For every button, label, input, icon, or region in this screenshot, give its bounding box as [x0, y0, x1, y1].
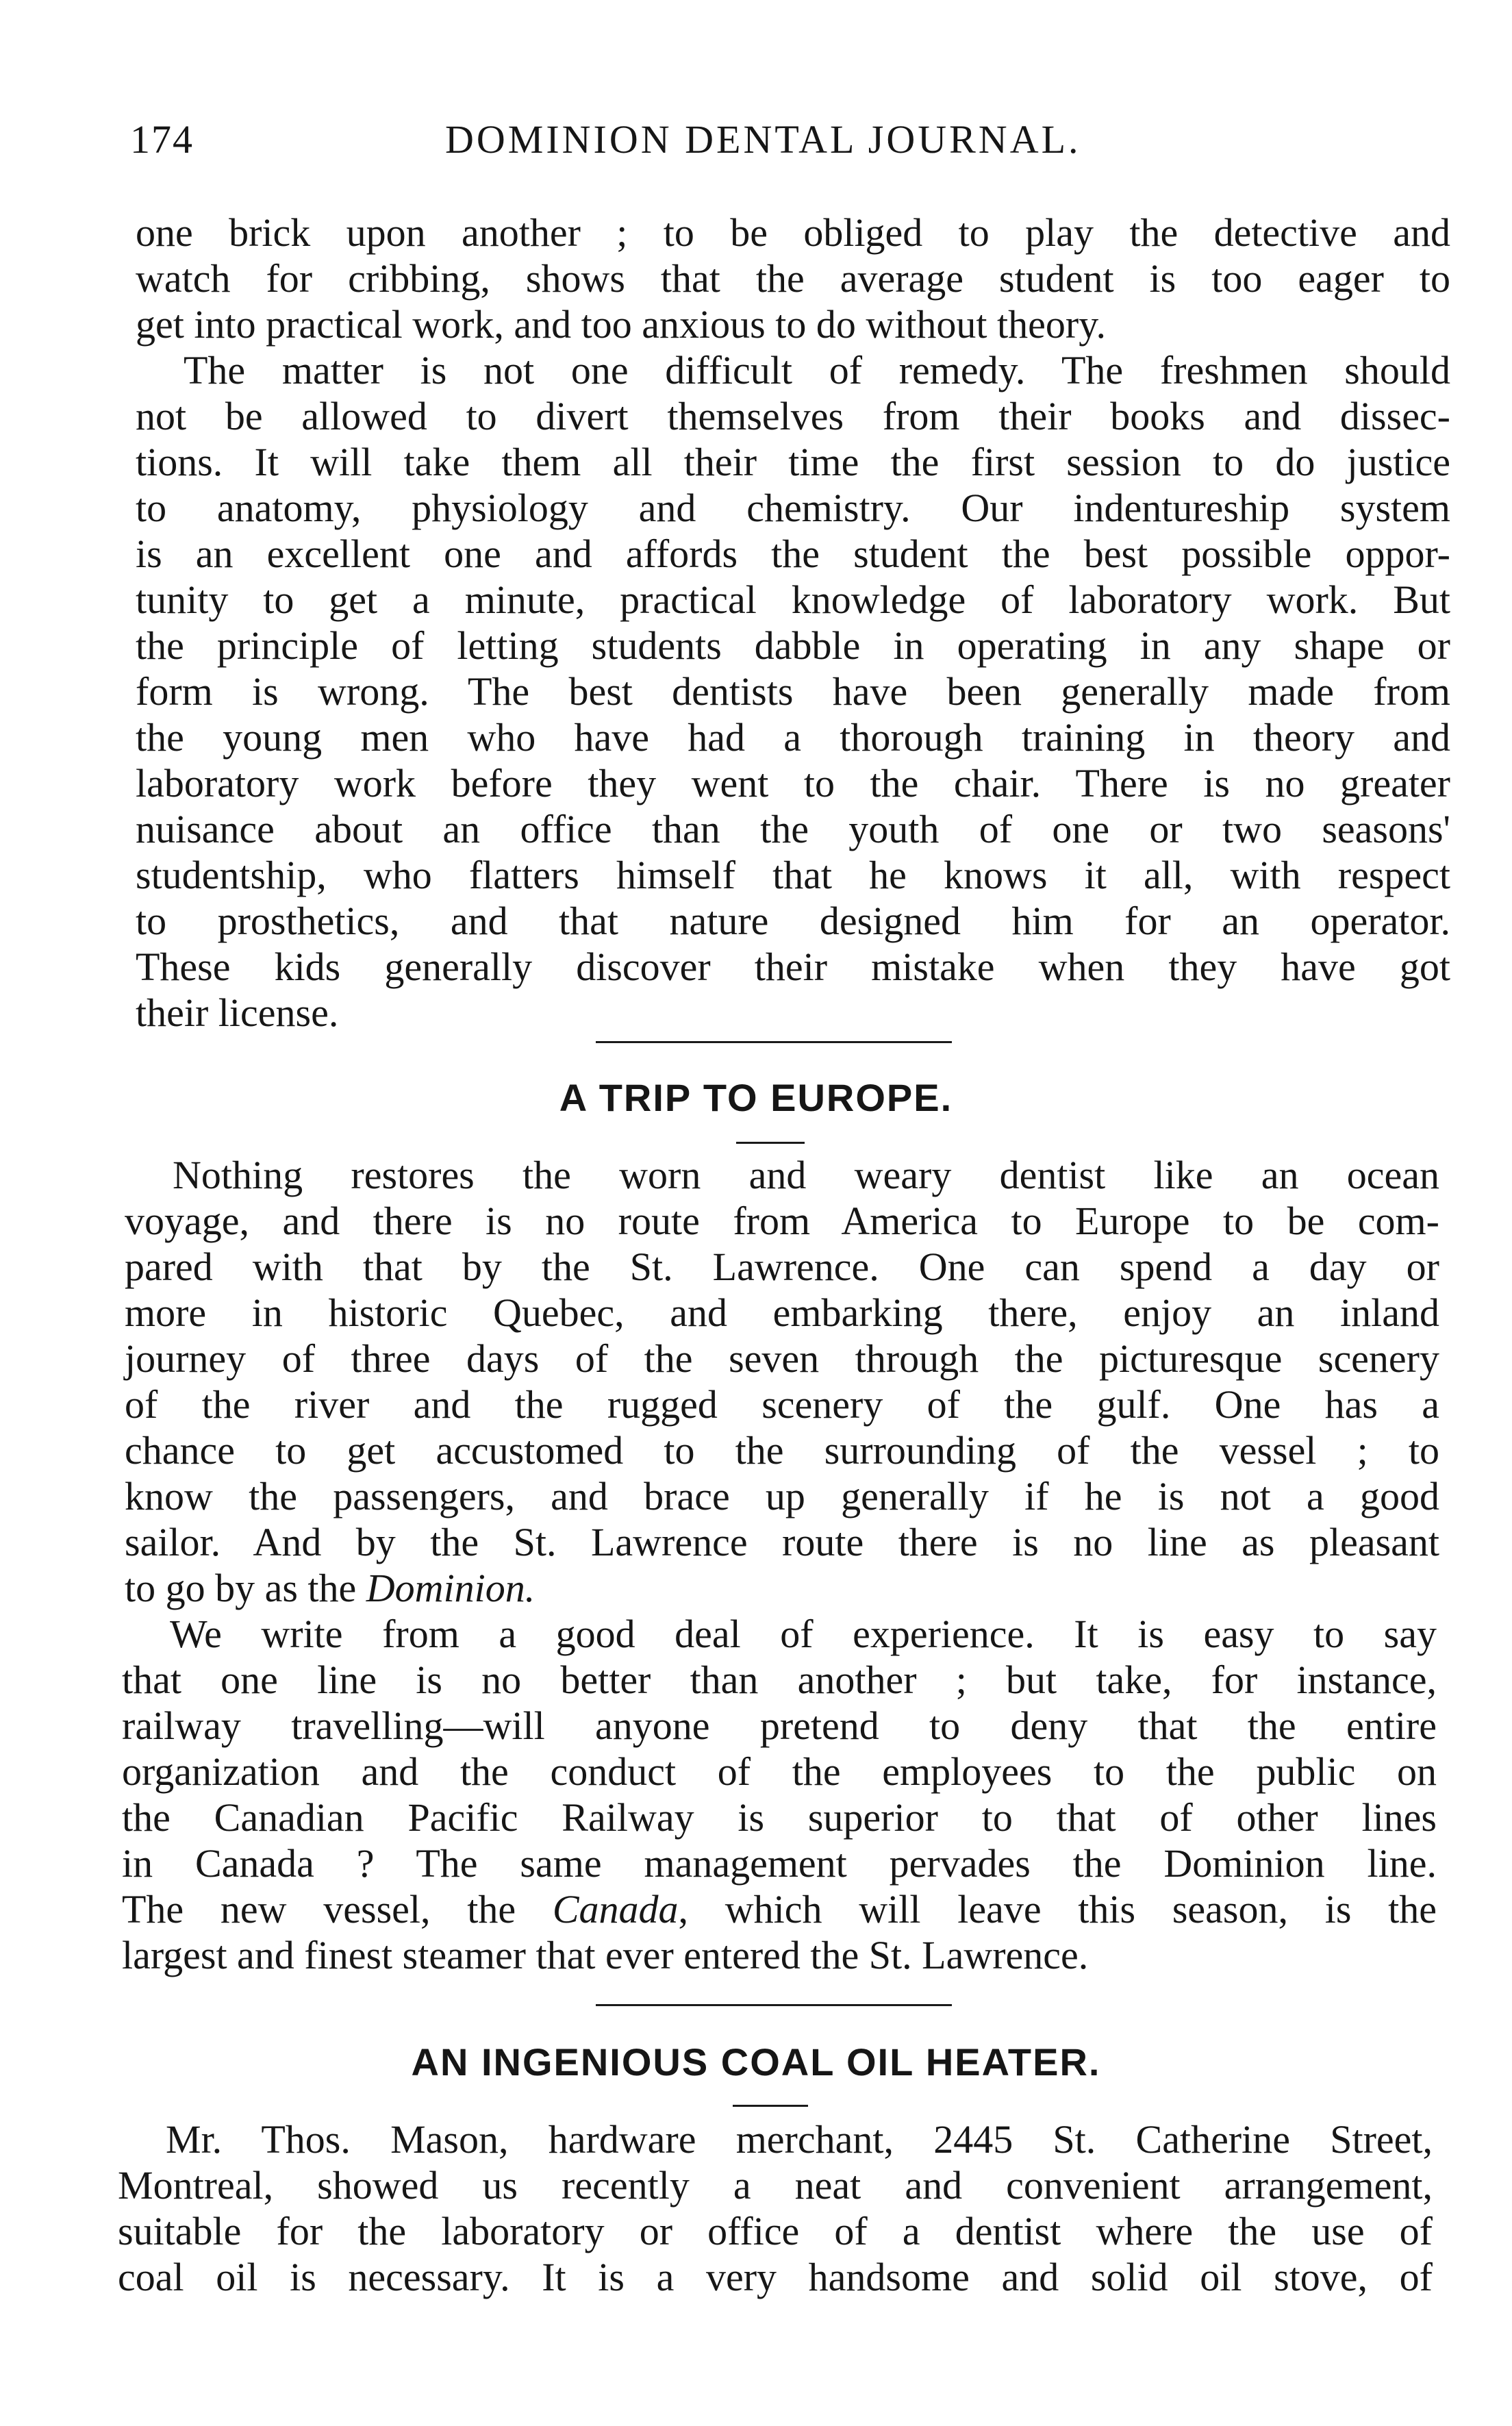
- trip-paragraph-1: [125, 1152, 1439, 1611]
- text-line: form is wrong. The best dentists have been generally made from: [136, 669, 1450, 714]
- text-line: that one line is no better than another ; but take, for instance,: [122, 1658, 1437, 1702]
- text-fragment: The new vessel, the: [122, 1887, 553, 1931]
- text-line: journey of three days of the seven through the picturesque scenery: [125, 1336, 1439, 1381]
- text-line: to anatomy, physiology and chemistry. Our indentureship system: [136, 486, 1450, 530]
- text-line: We write from a good deal of experience. It is easy to say: [170, 1612, 1437, 1656]
- text-line: voyage, and there is no route from America to Europe to be com-: [125, 1199, 1439, 1243]
- vessel-name: Canada: [552, 1887, 679, 1931]
- text-line: the young men who have had a thorough training in theory and: [136, 715, 1450, 760]
- text-line: is an excellent one and affords the student the best possible oppor-: [136, 532, 1450, 576]
- text-line: not be allowed to divert themselves from their books and dissec-: [136, 394, 1450, 438]
- heater-paragraph: [118, 2116, 1433, 2300]
- heading-underline: [733, 2105, 808, 2107]
- text-line: of the river and the rugged scenery of the gulf. One has a: [125, 1382, 1439, 1427]
- continued-paragraph: [136, 210, 1450, 347]
- text-line: [125, 1565, 1439, 1611]
- text-line: pared with that by the St. Lawrence. One can spend a day or: [125, 1245, 1439, 1289]
- text-line: the Canadian Pacific Railway is superior to that of other lines: [122, 1795, 1437, 1840]
- text-line: the principle of letting students dabble in operating in any shape or: [136, 623, 1450, 668]
- text-line: nuisance about an office than the youth of one or two seasons': [136, 807, 1450, 851]
- section-divider: [596, 2004, 952, 2006]
- text-line: chance to get accustomed to the surrounding of the vessel ; to: [125, 1428, 1439, 1473]
- running-head: [130, 116, 1452, 171]
- vessel-name: Dominion.: [366, 1566, 536, 1610]
- text-line: Nothing restores the worn and weary dentist like an ocean: [173, 1153, 1439, 1197]
- text-fragment: to go by as the: [125, 1566, 366, 1610]
- text-line: Mr. Thos. Mason, hardware merchant, 2445 St. Catherine Street,: [166, 2117, 1433, 2162]
- text-line: largest and finest steamer that ever entered the St. Lawrence.: [122, 1933, 1089, 1977]
- text-line: studentship, who flatters himself that he knows it all, with respect: [136, 853, 1450, 897]
- text-line: watch for cribbing, shows that the average student is too eager to: [136, 256, 1450, 301]
- text-line: sailor. And by the St. Lawrence route there is no line as pleasant: [125, 1520, 1439, 1564]
- text-line: tions. It will take them all their time the first session to do justice: [136, 440, 1450, 484]
- text-line: their license.: [136, 990, 339, 1035]
- text-line: Montreal, showed us recently a neat and convenient arrangement,: [118, 2163, 1433, 2208]
- text-line: suitable for the laboratory or office of a dentist where the use of: [118, 2209, 1433, 2253]
- trip-paragraph-2: [122, 1611, 1437, 1978]
- section-heading-heater: AN INGENIOUS COAL OIL HEATER.: [411, 2040, 1101, 2084]
- section-divider: [596, 1041, 952, 1043]
- text-line: tunity to get a minute, practical knowledge of laboratory work. But: [136, 577, 1450, 622]
- text-line: to prosthetics, and that nature designed him for an operator.: [136, 899, 1450, 943]
- journal-title: DOMINION DENTAL JOURNAL.: [445, 117, 1081, 162]
- text-line: organization and the conduct of the employees to the public on: [122, 1749, 1437, 1794]
- text-fragment: , which will leave this season, is the: [678, 1887, 1437, 1931]
- text-line: These kids generally discover their mistake when they have got: [136, 945, 1450, 989]
- text-line: laboratory work before they went to the chair. There is no greater: [136, 761, 1450, 805]
- section-heading-trip: A TRIP TO EUROPE.: [559, 1076, 953, 1119]
- text-line: one brick upon another ; to be obliged to play the detective and: [136, 210, 1450, 255]
- text-line: more in historic Quebec, and embarking there, enjoy an inland: [125, 1290, 1439, 1335]
- page-number: 174: [130, 117, 194, 162]
- remedy-paragraph: [136, 347, 1450, 1036]
- text-line: The matter is not one difficult of remedy. The freshmen should: [184, 348, 1450, 392]
- text-line: get into practical work, and too anxious to do without theory.: [136, 302, 1106, 347]
- text-line: [122, 1886, 1437, 1932]
- text-line: coal oil is necessary. It is a very handsome and solid oil stove, of: [118, 2255, 1433, 2299]
- heading-underline: [736, 1142, 805, 1144]
- text-line: railway travelling—will anyone pretend to deny that the entire: [122, 1703, 1437, 1748]
- text-line: know the passengers, and brace up generally if he is not a good: [125, 1474, 1439, 1518]
- text-line: in Canada ? The same management pervades the Dominion line.: [122, 1841, 1437, 1886]
